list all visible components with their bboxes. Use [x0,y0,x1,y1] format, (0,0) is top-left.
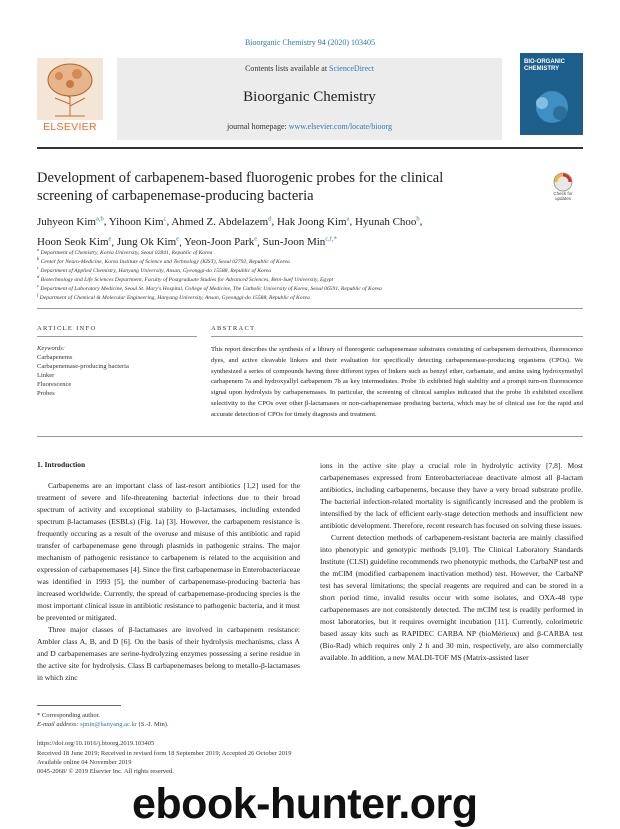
email-link[interactable]: sjmin@hanyang.ac.kr [80,721,137,728]
divider [37,336,197,337]
author: Yihoon Kim$^c$ [108,215,167,228]
email-line [37,721,169,728]
body-column-right [320,460,583,664]
author: Ahmed Z. Abdelazem$^d$ [171,215,272,228]
affiliation: $^f$ Department of Chemical & Molecular Engineering, Hanyang University, Ansan, Gyeonggi-do 15588, Republic of Korea [37,292,310,301]
divider [211,336,583,337]
affiliation: $^d$ Biotechnology and Life Sciences Department, Faculty of Postgraduate Studies for Advanced Sciences, Beni-Suef University, Egypt [37,274,334,283]
cover-title: BIO-ORGANIC CHEMISTRY [524,59,565,72]
footnote-rule [37,705,121,706]
divider [37,308,583,309]
body-paragraph: Carbapenems are an important class of last-resort antibiotics [1,2] used for the treatment of severe and life-threatening bacterial infections due to their broad spectrum of activity and exceptional stability to β-lactamases, including extended spectrum β-lactamases (ESBLs) (Fig. 1a) [3]. However, the carbapenem resistance is frequently occuring as a result of the overuse and misuse of this antibiotic and rapid transfer of carbapenemase gene through plasmids in pathogenic strains. The major mechanism of pathogenic resistance to carbapenem is related to the acquisition and expression of carbapenemases [4]. Since the first carbapenemase in Enterobacteriaceae was identified in 1993 [5], the number of carbapenemase-producing bacteria has increased worldwide. Currently, the spread of carbapenemase-producing species is the most important clinical issue in antibiotic resistance to pathogenic bacteria, and it must be prevented or mitigated. [37,481,300,622]
affiliation: $^b$ Center for Neuro-Medicine, Korea Institute of Science and Technology (KIST), Seoul 02792, Republic of Korea [37,256,290,265]
author: Jung Ok Kim$^e$ [116,235,180,249]
body-column-left [37,480,300,684]
journal-title: Bioorganic Chemistry [243,89,376,105]
divider [37,436,583,437]
article-info-heading: ARTICLE INFO [37,325,97,332]
homepage-line [117,122,502,131]
cover-art-icon [520,83,583,135]
author: Hoon Seok Kim$^e$ [37,235,112,249]
doi-link[interactable]: https://doi.org/10.1016/j.bioorg.2019.103405 [37,740,155,747]
author: Hak Joong Kim$^a$ [276,215,350,228]
affiliation: $^e$ Department of Laboratory Medicine, Seoul St. Mary's Hospital, College of Medicine, The Catholic University of Korea, Seoul 06591, Republic of Korea [37,283,382,292]
email-suffix: (S.-J. Min). [136,721,169,728]
watermark: ebook-hunter.org [132,780,478,828]
affiliation: $^c$ Department of Applied Chemistry, Hanyang University, Ansan, Gyeonggi-do 15588, Republic of Korea [37,265,272,274]
keyword-item: Fluorescence [37,381,72,388]
body-paragraph: ions in the active site play a crucial role in hydrolytic activity [7,8]. Most carbapenemases expressed from Enterobacteriaceae deactivate almost all β-lactam antibiotics, including carbapenems, because they have a very broad substrate profile. The bacterial infection-related mortality is significantly increased and the problem is intensified by the lack of efficient early-stage detection methods and insufficient new antibiotic development. Therefore, recent research has focused on solving these issues. [320,461,583,530]
keyword-item: Probes [37,390,55,397]
body-paragraph: Three major classes of β-lactamases are involved in carbapenem resistance: Ambler class A, B, and D [6]. On the basis of their hydrolysis mechanisms, class A and D carbapenemases are serine-hydrolyzing enzymes possessing a serine residue in the active site for hydrolysis. Class B carbapenemases belong to metallo-β-lactamases in which zinc [37,625,300,682]
author-list: Juhyeon Kim$^{a,b}$, Yihoon Kim$^c$, Ahmed Z. Abdelazem$^d$, Hak Joong Kim$^a$, Hyunah Choo$^b$, Hoon Seok Kim$^e$, Jung Ok Kim$^e$, Yeon-Joon Park$^e$, Sun-Joon Min$^{c,f,*}$ [37,215,423,249]
section-heading: 1. Introduction [37,460,86,469]
keyword-item: Carbapenems [37,354,73,361]
affiliation: $^a$ Department of Chemistry, Korea University, Seoul 02841, Republic of Korea [37,247,213,256]
header-rule [37,147,583,149]
body-paragraph: Current detection methods of carbapenem-resistant bacteria are mainly classified into phenotypic and genotypic methods [9,10]. The Clinical Laboratory Standards Institute (CLSI) guideline recommends two phenotypic methods, the CarbaNP test and the mCIM (modified carbapenem inactivation method) test. However, the CarbaNP test has several limitations; the special reagents are required and can be stored in a short period time, invalid results occur with some isolates, and OXA-48 type carbapenemases are not consistently detected. The mCIM test is readily performed in most laboratories, but it requires overnight incubation [11]. Currently, colorimetric based assay kits such as RAPIDEC CARBA NP (bioMérieux) and β-CARBA test (Bio-Rad) which requires only 2 h and 30 min, respectively, are also commercially available. In addition, a new MALDI-TOF MS (Matrix-assisted laser [320,533,583,662]
sciencedirect-link[interactable]: ScienceDirect [329,64,374,73]
author: Hyunah Choo$^b$ [355,215,420,228]
homepage-link[interactable]: www.elsevier.com/locate/bioorg [288,122,393,131]
article-title: Development of carbapenem-based fluorogenic probes for the clinical screening of carbapenemase-producing bacteria [37,170,444,204]
elsevier-logo-text: ELSEVIER [43,121,97,133]
email-label: E-mail address: [37,721,81,728]
author: Sun-Joon Min$^{c,f,*}$ [262,235,337,249]
received-dates: Received 18 June 2019; Received in revised form 18 September 2019; Accepted 26 October 2019 [37,750,292,757]
author: Juhyeon Kim$^{a,b}$ [37,215,104,228]
contents-prefix: Contents lists available at [245,64,330,73]
journal-reference[interactable]: Bioorganic Chemistry 94 (2020) 103405 [244,38,376,47]
keywords-label: Keywords: [37,345,65,352]
check-badge-text: Check for updates [553,191,573,201]
abstract-text: This report describes the synthesis of a library of fluorogenic carbapenemase substrates consisting of carbapenem derivatives, fluorescence dyes, and active cleavable linkers and their evaluation for specifically detecting carbapenemase-producing organisms (CPOs). We synthesized a series of compounds having three different types of linkers such as benzyl ether, carbamate, and amine using hydroxymethyl carbapenem 7a and hydroxyallyl carbapenem 7b as key intermediates. Probe 1b exhibited high stability and a prompt turn-on fluorescence signal upon hydrolysis by carbapenemases. In particular, the screening of clinical samples indicated that the probe 1b exhibited excellent selectivity to the CPOs over other β-lactamases or non-carbapenemase producing bacteria, which may be of clinical use for the rapid and accurate detection of CPOs for timely diagnosis and treatment. [211,346,583,418]
keyword-item: Carbapenemase-producing bacteria [37,363,129,370]
available-online: Available online 04 November 2019 [37,759,132,766]
copyright: 0045-2068/ © 2019 Elsevier Inc. All rights reserved. [37,768,174,775]
contents-line [117,64,502,73]
author: Yeon-Joon Park$^e$ [184,235,258,249]
journal-cover [520,53,583,135]
keyword-item: Linker [37,372,55,379]
abstract-heading: ABSTRACT [211,325,256,332]
homepage-prefix: journal homepage: [226,122,289,131]
corresponding-note: * Corresponding author. [37,712,101,719]
